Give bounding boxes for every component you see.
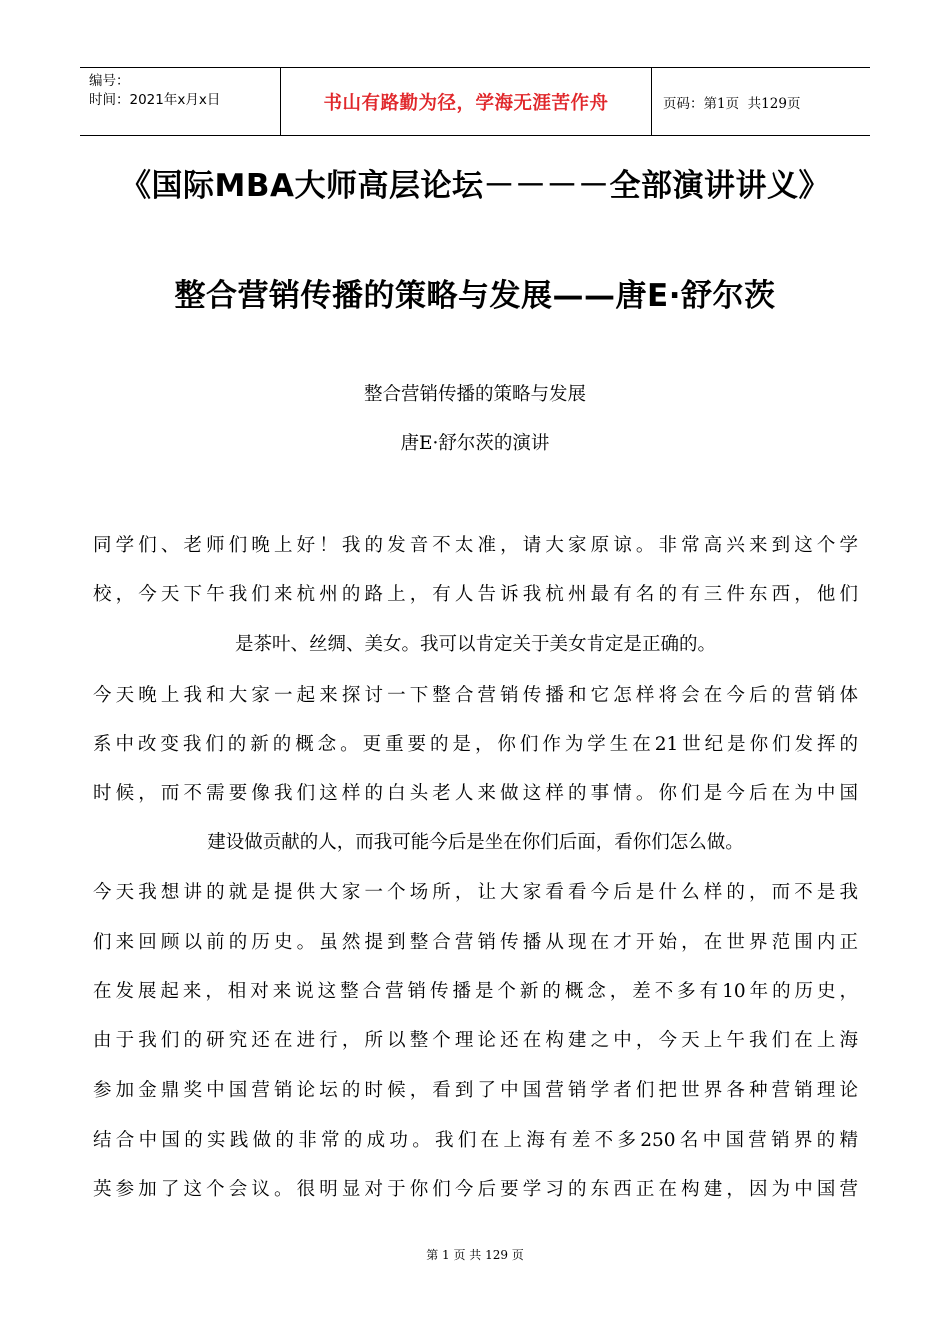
body-line: 系中改变我们的新的概念。更重要的是，你们作为学生在21世纪是你们发挥的 [93,734,858,755]
header-page-info: 页码：第1页 共129页 [663,95,801,112]
body-line: 时候，而不需要像我们这样的白头老人来做这样的事情。你们是今后在为中国 [93,783,858,804]
body-line: 们来回顾以前的历史。虽然提到整合营销传播从现在才开始，在世界范围内正 [93,932,858,953]
body-line: 参加金鼎奖中国营销论坛的时候，看到了中国营销学者们把世界各种营销理论 [93,1080,858,1101]
subtitle-topic: 整合营销传播的策略与发展 [363,384,586,405]
body-line: 今天晚上我和大家一起来探讨一下整合营销传播和它怎样将会在今后的营销体 [93,685,858,706]
main-title: 《国际MBA大师高层论坛－－－－全部演讲讲义》 [120,168,830,204]
number-label: 编号： [89,73,130,89]
body-line: 由于我们的研究还在进行，所以整个理论还在构建之中，今天上午我们在上海 [93,1030,858,1051]
body-line: 在发展起来，相对来说这整合营销传播是个新的概念，差不多有10年的历史， [93,981,858,1002]
subtitle-speaker: 唐E·舒尔茨的演讲 [400,433,550,454]
body-line: 校，今天下午我们来杭州的路上，有人告诉我杭州最有名的有三件东西，他们 [93,584,858,605]
body-line: 英参加了这个会议。很明显对于你们今后要学习的东西正在构建，因为中国营 [93,1179,858,1200]
lecture-title: 整合营销传播的策略与发展——唐E·舒尔茨 [174,278,776,314]
body-line: 今天我想讲的就是提供大家一个场所，让大家看看今后是什么样的，而不是我 [93,882,858,903]
header-motto: 书山有路勤为径，学海无涯苦作舟 [280,68,652,135]
page-footer: 第 1 页 共 129 页 [426,1248,524,1262]
header-meta [80,68,280,135]
body-line: 是茶叶、丝绸、美女。我可以肯定关于美女肯定是正确的。 [234,634,716,655]
date-label: 时间：2021年x月x日 [89,92,221,108]
body-line: 建设做贡献的人，而我可能今后是坐在你们后面，看你们怎么做。 [207,832,744,853]
body-line: 同学们、老师们晚上好！我的发音不太准，请大家原谅。非常高兴来到这个学 [93,535,858,556]
document-header [80,67,870,136]
body-line: 结合中国的实践做的非常的成功。我们在上海有差不多250名中国营销界的精 [93,1130,858,1151]
